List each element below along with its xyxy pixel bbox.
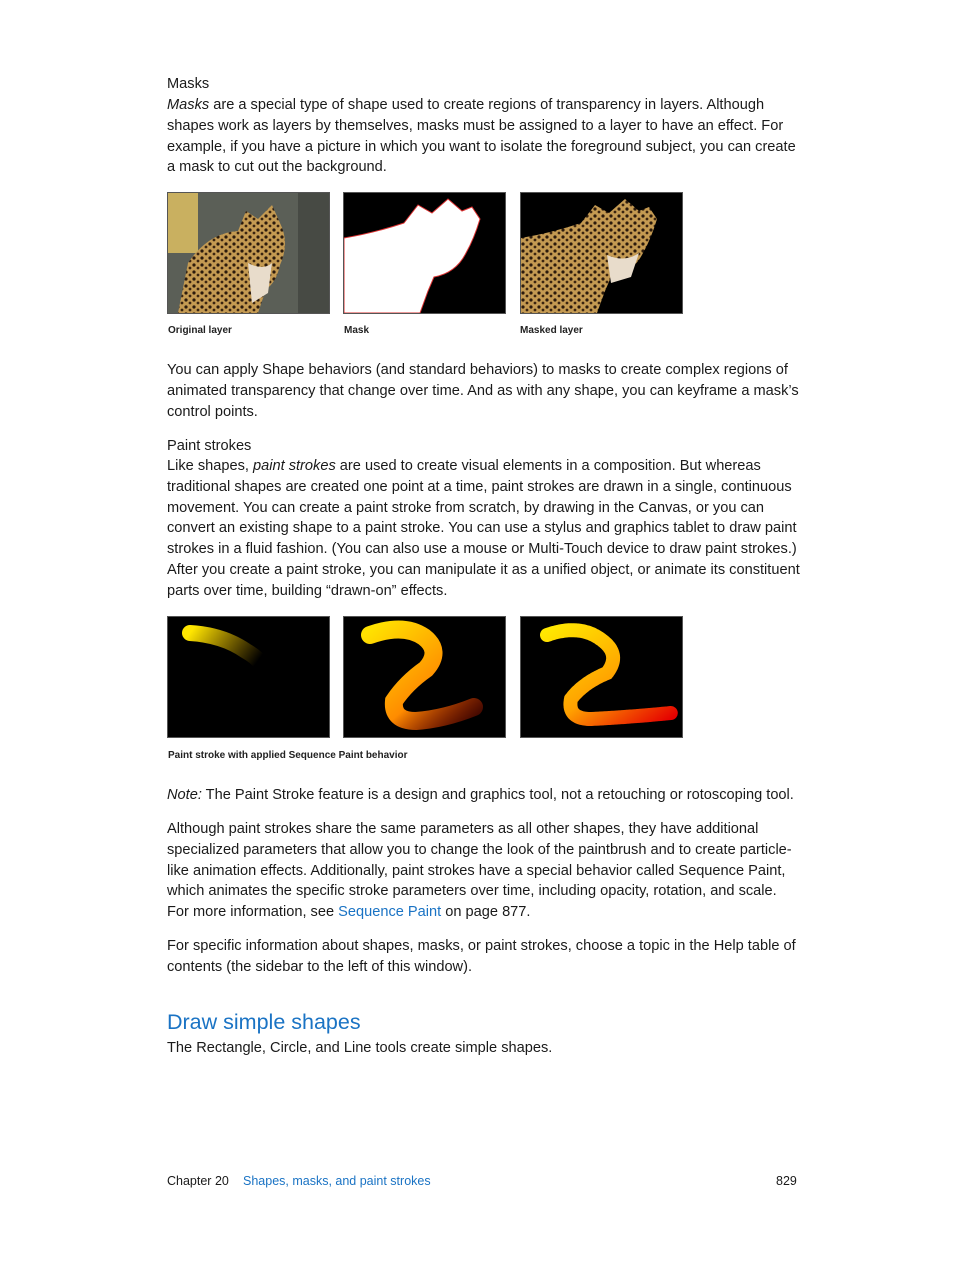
paint-intro-b: are used to create visual elements in a composition. But whereas traditional shapes are created one point at a time, paint strokes are drawn in a single, continuous movement. You can create a paint stroke from scratch, by drawing in the Canvas, or you can convert an existing shape to a paint stroke. You can use a stylus and graphics tablet to draw paint strokes in a fluid fashion. (You can also use a mouse or Multi-Touch device to draw paint strokes.) After you create a paint stroke, you can manipulate it as a unified object, or animate its constituent parts over time, building “drawn-on” effects. [167,458,800,599]
masks-heading: Masks [167,76,210,92]
masks-term: Masks [167,97,210,113]
masks-intro [167,95,801,178]
help-paragraph: For specific information about shapes, masks, or paint strokes, choose a topic in the Help table of contents (the sidebar to the left of this window). [167,938,796,975]
paint-stroke-frame-3 [520,616,683,738]
mask-image [343,192,506,314]
params-paragraph [167,819,801,923]
draw-simple-shapes-heading: Draw simple shapes [167,1010,361,1034]
note-label: Note: [167,787,202,803]
params-tail: on page 877. [441,904,531,921]
params-text: Although paint strokes share the same parameters as all other shapes, they have additional specialized parameters that allow you to change the look of the paintbrush and to create particle-like animation effects. Additionally, paint strokes have a special behavior called Sequence Paint, which animates the specific stroke parameters over time, including opacity, rotation, and scale. For more information, see [167,821,792,921]
caption-masked-layer: Masked layer [520,325,583,336]
draw-simple-shapes-text: The Rectangle, Circle, and Line tools create simple shapes. [167,1040,553,1056]
footer-chapter: Chapter 20 [167,1174,229,1188]
note-text: The Paint Stroke feature is a design and graphics tool, not a retouching or rotoscoping tool. [201,787,794,803]
sequence-paint-link[interactable]: Sequence Paint [338,904,442,921]
original-layer-image [167,192,330,314]
paint-strokes-term: paint strokes [253,458,336,474]
paint-stroke-frame-2 [343,616,506,738]
masks-intro-text: are a special type of shape used to create regions of transparency in layers. Although shapes work as layers by themselves, masks must be assigned to a layer to have an effect. For example, if you have a picture in which you want to isolate the foreground subject, you can create a mask to cut out the background. [167,97,796,176]
paint-strokes-heading: Paint strokes [167,438,252,454]
footer-page-number: 829 [776,1174,797,1188]
mask-behaviors-paragraph: You can apply Shape behaviors (and standard behaviors) to masks to create complex regions of animated transparency that change over time. And as with any shape, you can keyframe a mask’s control points. [167,362,799,420]
paint-intro-a: Like shapes, [167,458,253,474]
note-paragraph [167,785,801,806]
paint-strokes-intro [167,456,801,602]
paint-stroke-frame-1 [167,616,330,738]
caption-paint-stroke: Paint stroke with applied Sequence Paint behavior [168,750,408,761]
masked-layer-image [520,192,683,314]
caption-original-layer: Original layer [168,325,232,336]
caption-mask: Mask [344,325,370,336]
footer-chapter-link[interactable]: Shapes, masks, and paint strokes [243,1174,431,1188]
